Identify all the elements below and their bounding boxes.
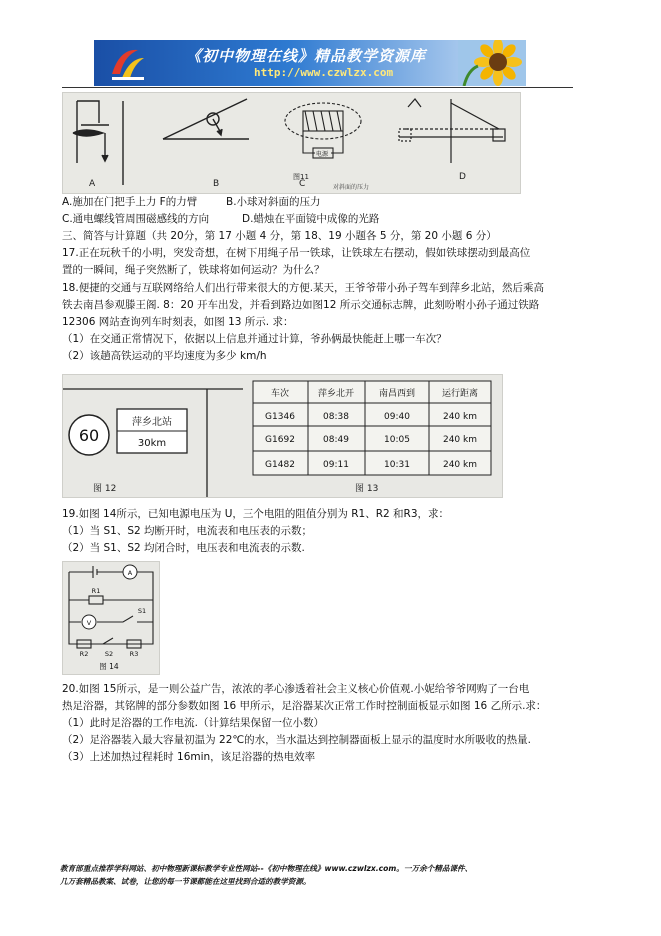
q18-line-5: （2）该趟高铁运动的平均速度为多少 km/h — [62, 350, 267, 362]
timetable-cell: 10:31 — [384, 460, 410, 470]
q18-line-1: 18.便捷的交通与互联网络给人们出行带来很大的方便.某天，王爷爷带小孙子驾车到萍乡北站，然后乘高 — [62, 282, 545, 294]
figure-13-caption: 图 13 — [355, 484, 379, 494]
figure-12-caption: 图 12 — [93, 484, 117, 494]
site-logo-icon — [108, 44, 148, 82]
page-footer — [60, 862, 605, 888]
q20-line-4: （2）足浴器装入最大容量初温为 22℃的水，当水温达到控制器面板上显示的温度时水所吸收的热量. — [62, 734, 532, 746]
figure-label-c: C — [299, 179, 306, 189]
timetable-cell: 240 km — [442, 435, 478, 445]
option-d: D.蜡烛在平面镜中成像的光路 — [242, 213, 380, 225]
q19-line-2: （1）当 S1、S2 均断开时，电流表和电压表的示数； — [62, 525, 313, 537]
footer-line-2: 几万套精品教案、试卷，让您的每一节课都能在这里找到合适的教学资源。 — [60, 877, 311, 886]
figure-label-b: B — [213, 179, 220, 189]
figure-12-13-drawing — [63, 375, 502, 497]
circuit-drawing — [63, 562, 159, 674]
timetable-header-arrive: 南昌西到 — [378, 389, 416, 399]
figure-d-mirror-candle — [399, 99, 505, 163]
timetable-cell: 240 km — [442, 412, 478, 422]
timetable-cell: 09:40 — [384, 412, 410, 422]
voltmeter-label: V — [86, 619, 92, 627]
figure-14-caption: 图 14 — [99, 662, 119, 671]
q20-line-5: （3）上述加热过程耗时 16min，该足浴器的热电效率 — [62, 751, 316, 763]
r3-label: R3 — [129, 650, 139, 658]
q20-line-3: （1）此时足浴器的工作电流.（计算结果保留一位小数） — [62, 717, 325, 729]
banner-title: 《初中物理在线》精品教学资源库 — [186, 47, 427, 65]
partial-caption: 对斜面的压力 — [333, 184, 370, 191]
figure-12-13 — [62, 374, 503, 498]
figure-14-circuit — [62, 561, 160, 675]
timetable-cell: 10:05 — [384, 435, 410, 445]
distance-sign-station: 萍乡北站 — [132, 417, 172, 428]
timetable-cell: G1692 — [265, 435, 295, 445]
figure-b-ball-slope — [163, 99, 249, 139]
header-banner — [94, 40, 526, 86]
q20-line-2: 热足浴器，其铭牌的部分参数如图 16 甲所示，足浴器某次正常工作时控制面板显示如图 16 乙所示.求： — [62, 700, 547, 712]
options-row-2 — [62, 211, 592, 227]
q18-line-4: （1）在交通正常情况下，依据以上信息并通过计算，爷孙俩最快能赶上哪一车次？ — [62, 333, 447, 345]
option-b: B.小球对斜面的压力 — [226, 196, 321, 208]
power-source-tag: 电源 — [316, 151, 329, 158]
figure-c-solenoid — [285, 103, 361, 158]
timetable-cell: 09:11 — [323, 460, 349, 470]
banner-url[interactable]: http://www.czwlzx.com — [254, 66, 394, 79]
timetable-cell: G1346 — [265, 412, 295, 422]
q19-line-1: 19.如图 14所示，已知电源电压为 U，三个电阻的阻值分别为 R1、R2 和R3，求： — [62, 508, 450, 520]
q18-line-2: 铁去南昌参观滕王阁. 8：20 开车出发，并看到路边如图12 所示交通标志牌，此刻吩咐小孙子通过铁路 — [62, 299, 540, 311]
timetable-cell: 240 km — [442, 460, 478, 470]
header-divider — [62, 87, 573, 88]
s1-label: S1 — [137, 607, 147, 615]
q20-line-1: 20.如图 15所示，是一则公益广告，浓浓的孝心渗透着社会主义核心价值观.小妮给爷爷网购了一台电 — [62, 683, 530, 695]
ammeter-label: A — [127, 569, 133, 577]
option-c: C.通电螺线管周围磁感线的方向 — [62, 213, 210, 225]
q17-line-2: 置的一瞬间，绳子突然断了，铁球将如何运动？为什么？ — [62, 264, 325, 276]
distance-sign-km: 30km — [137, 438, 167, 449]
timetable-header-train: 车次 — [270, 389, 290, 399]
figure-11-drawing — [63, 93, 520, 193]
q19-line-3: （2）当 S1、S2 均闭合时，电压表和电流表的示数. — [62, 542, 305, 554]
timetable-cell: G1482 — [265, 460, 295, 470]
footer-line-1: 教育部重点推荐学科网站、初中物理新课标教学专业性网站--《初中物理在线》www.czwlzx.com。一万余个精品课件、 — [60, 864, 473, 873]
timetable-cell: 08:38 — [323, 412, 349, 422]
options-row-1 — [62, 194, 592, 210]
r2-label: R2 — [79, 650, 89, 658]
s2-label: S2 — [104, 650, 114, 658]
figure-a-door-handle — [73, 101, 123, 185]
r1-label: R1 — [91, 587, 101, 595]
q18-line-3: 12306 网站查询列车时刻表，如图 13 所示. 求： — [62, 316, 294, 328]
section-title: 三、简答与计算题（共 20分，第 17 小题 4 分，第 18、19 小题各 5 分，第 20 小题 6 分） — [62, 230, 497, 242]
sunflower-icon — [458, 40, 526, 86]
figure-11-strip — [62, 92, 521, 194]
q17-line-1: 17.正在玩秋千的小明，突发奇想，在树下用绳子吊一铁球，让铁球左右摆动，假如铁球摆动到最高位 — [62, 247, 531, 259]
figure-label-d: D — [459, 172, 466, 182]
timetable-header-distance: 运行距离 — [441, 389, 479, 399]
option-a: A.施加在门把手上力 F的力臂 — [62, 196, 198, 208]
figure-label-a: A — [89, 179, 96, 189]
figure-11-caption: 图11 — [293, 173, 309, 181]
timetable-cell: 08:49 — [323, 435, 349, 445]
timetable-header-depart: 萍乡北开 — [317, 389, 355, 399]
speed-limit-value: 60 — [78, 426, 100, 445]
